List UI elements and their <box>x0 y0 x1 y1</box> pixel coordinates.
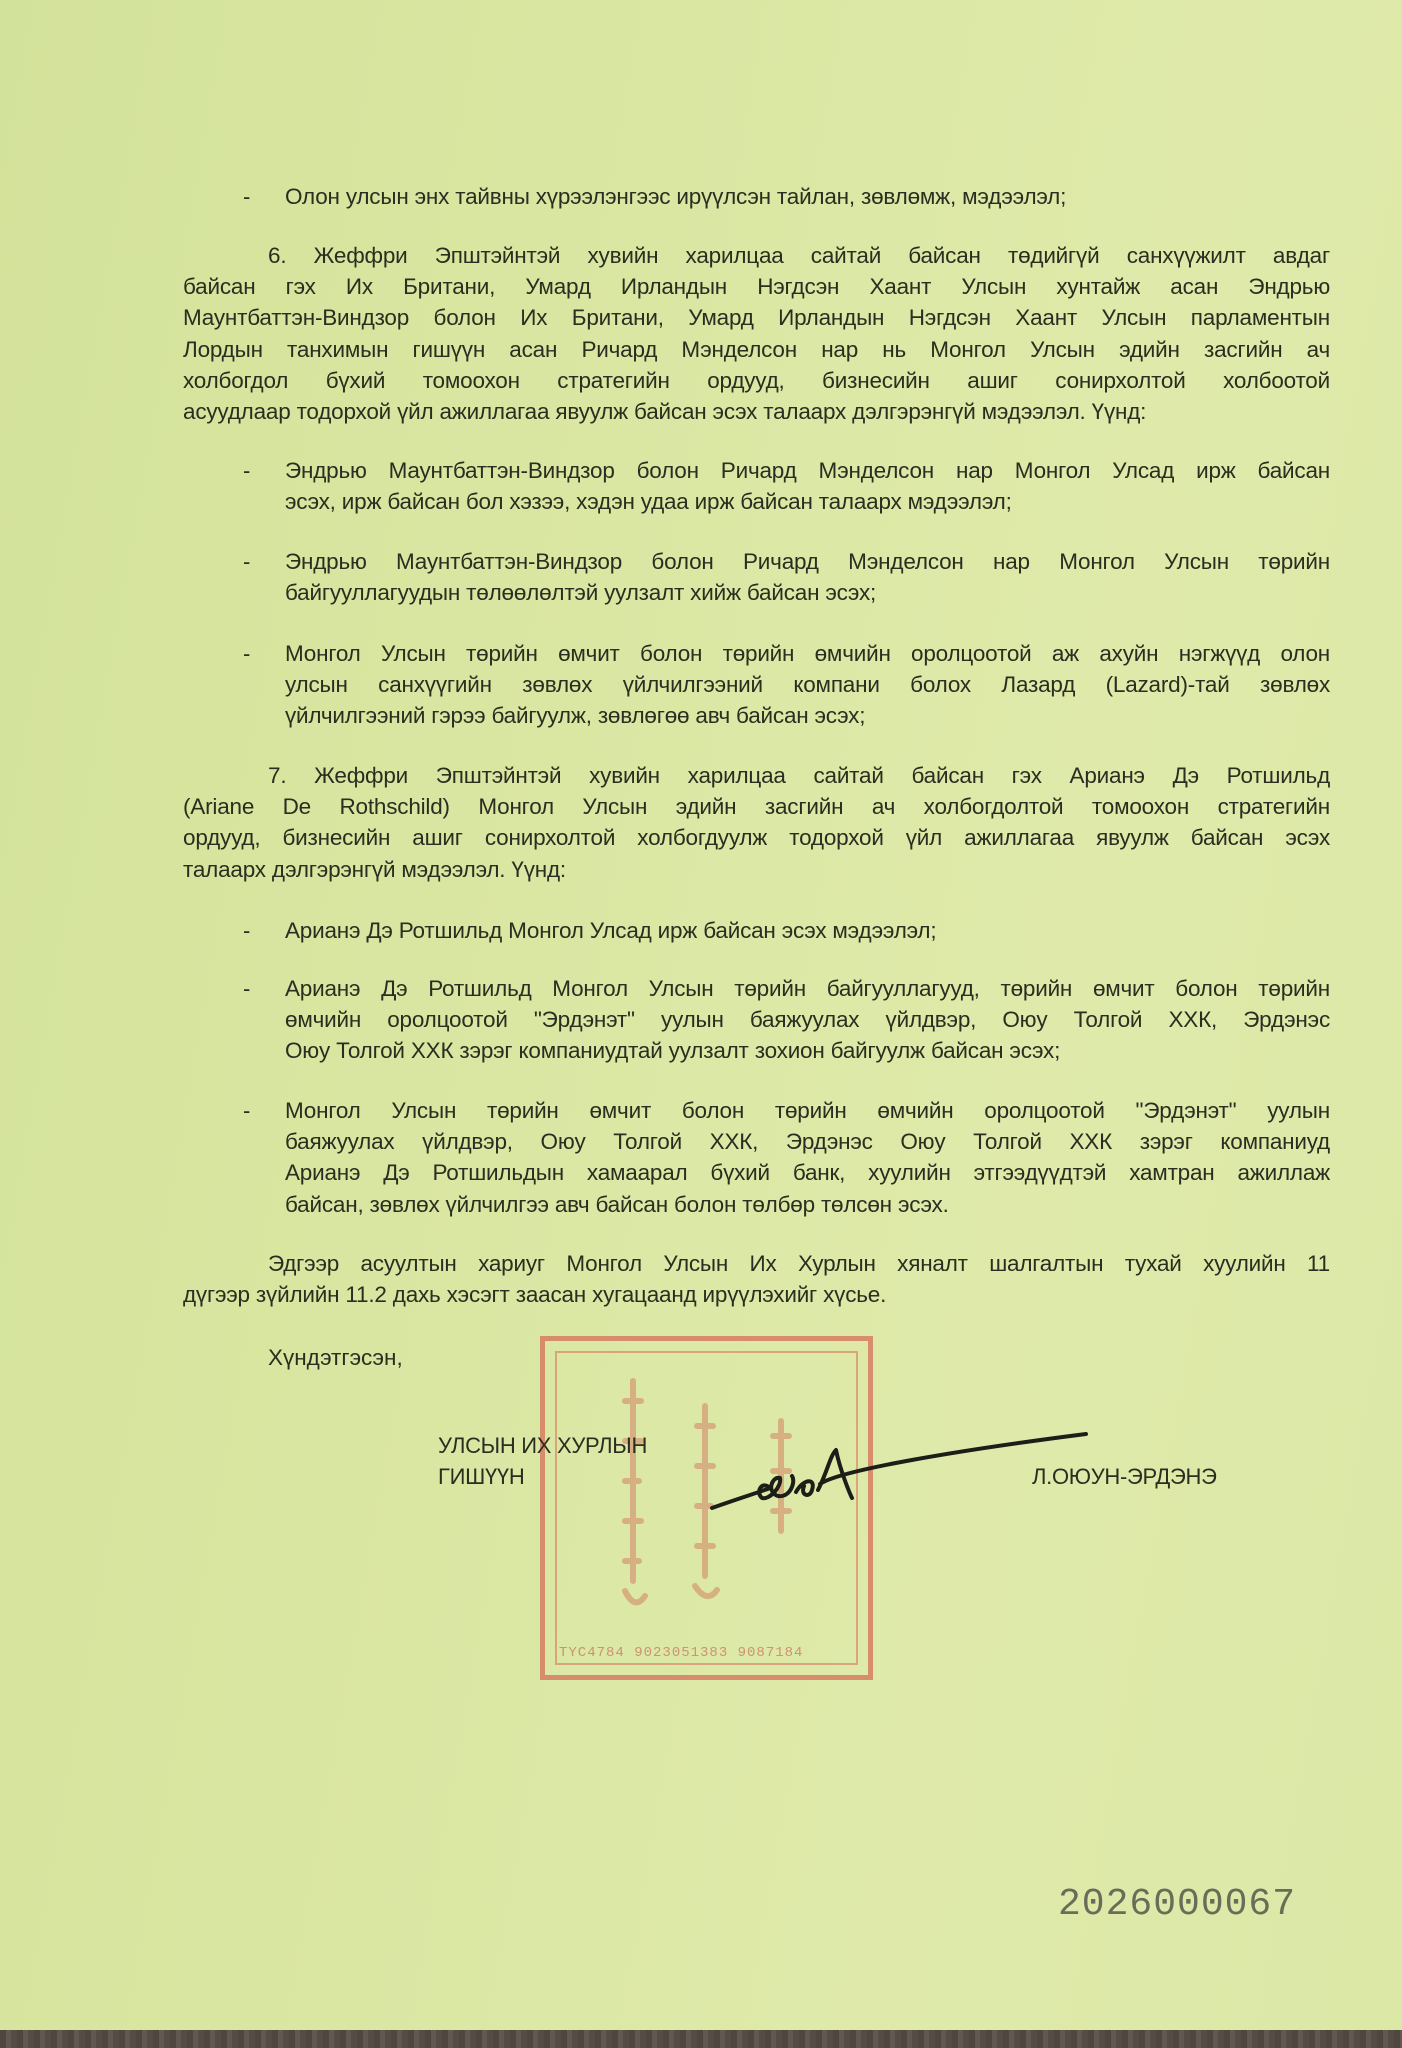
text-line: холбогдол бүхий томоохон стратегийн ордууд, бизнесийн ашиг сонирхолтой холбоотой <box>183 367 1330 393</box>
text-line: үйлчилгээний гэрээ байгуулж, зөвлөгөө авч байсан эсэх; <box>285 703 866 729</box>
text-line: Оюу Толгой ХХК зэрэг компаниудтай уулзалт зохион байгуулж байсан эсэх; <box>285 1038 1061 1064</box>
text-line: Эндрью Маунтбаттэн-Виндзор болон Ричард Мэнделсон нар Монгол Улсад ирж байсан <box>285 458 1330 483</box>
table-surface <box>0 2030 1402 2048</box>
text-line: Маунтбаттэн-Виндзор болон Их Британи, Умард Ирландын Нэгдсэн Хаант Улсын парламентын <box>183 305 1330 331</box>
stamp-code: ТҮС4784 9023051383 9087184 <box>559 1645 804 1661</box>
text-line: байсан гэх Их Британи, Умард Ирландын Нэгдсэн Хаант Улсын хунтайж асан Эндрью <box>183 274 1330 300</box>
bullet-dash: - <box>243 1098 251 1123</box>
signatory-name: Л.ОЮУН-ЭРДЭНЭ <box>1032 1464 1217 1489</box>
text-line: улсын санхүүгийн зөвлөх үйлчилгээний компани болох Лазард (Lazard)-тай зөвлөх <box>285 672 1330 698</box>
registration-serial-number: 2026000067 <box>1058 1883 1297 1926</box>
bullet-dash: - <box>243 549 251 574</box>
bullet-dash: - <box>243 976 251 1001</box>
bullet-dash: - <box>243 918 251 943</box>
text-line: эсэх, ирж байсан бол хэзээ, хэдэн удаа ирж байсан талаарх мэдээлэл; <box>285 489 1012 515</box>
text-line: Монгол Улсын төрийн өмчит болон төрийн өмчийн оролцоотой аж ахуйн нэгжүүд олон <box>285 641 1330 666</box>
text-line: Олон улсын энх тайвны хүрээлэнгээс ирүүлсэн тайлан, зөвлөмж, мэдээлэл; <box>285 184 1067 209</box>
text-line: Эдгээр асуултын хариуг Монгол Улсын Их Хурлын хяналт шалгалтын тухай хуулийн 11 <box>268 1251 1330 1276</box>
text-line: (Ariane De Rothschild) Монгол Улсын эдийн засгийн ач холбогдолтой томоохон стратегийн <box>183 794 1330 820</box>
text-line: баяжуулах үйлдвэр, Оюу Толгой ХХК, Эрдэнэс Оюу Толгой ХХК зэрэг компаниуд <box>285 1129 1330 1155</box>
text-line: талаарх дэлгэрэнгүй мэдээлэл. Үүнд: <box>183 856 566 882</box>
text-line: Арианэ Дэ Ротшильд Монгол Улсад ирж байсан эсэх мэдээлэл; <box>285 918 937 943</box>
bullet-dash: - <box>243 184 251 209</box>
handwritten-signature-icon <box>700 1420 1100 1520</box>
text-line: Эндрью Маунтбаттэн-Виндзор болон Ричард Мэнделсон нар Монгол Улсын төрийн <box>285 549 1330 574</box>
text-line: Арианэ Дэ Ротшильдын хамаарал бүхий банк, хуулийн этгээдүүдтэй хамтран ажиллаж <box>285 1160 1330 1186</box>
text-line: 6. Жеффри Эпштэйнтэй хувийн харилцаа сайтай байсан төдийгүй санхүүжилт авдаг <box>268 243 1330 268</box>
text-line: 7. Жеффри Эпштэйнтэй хувийн харилцаа сайтай байсан гэх Арианэ Дэ Ротшильд <box>268 763 1330 788</box>
signatory-title-line-1: УЛСЫН ИХ ХУРЛЫН <box>438 1433 648 1458</box>
text-line: байгууллагуудын төлөөлөлтэй уулзалт хийж байсан эсэх; <box>285 580 877 606</box>
bullet-dash: - <box>243 641 251 666</box>
text-line: Лордын танхимын гишүүн асан Ричард Мэнделсон нар нь Монгол Улсын эдийн засгийн ач <box>183 336 1330 362</box>
text-line: өмчийн оролцоотой "Эрдэнэт" уулын баяжуулах үйлдвэр, Оюу Толгой ХХК, Эрдэнэс <box>285 1007 1330 1033</box>
text-line: дүгээр зүйлийн 11.2 дахь хэсэгт заасан хугацаанд ирүүлэхийг хүсье. <box>183 1282 887 1308</box>
bullet-dash: - <box>243 458 251 483</box>
closing-salutation: Хүндэтгэсэн, <box>268 1345 403 1370</box>
text-line: Монгол Улсын төрийн өмчит болон төрийн өмчийн оролцоотой "Эрдэнэт" уулын <box>285 1098 1330 1123</box>
signatory-title-line-2: ГИШҮҮН <box>438 1464 525 1489</box>
text-line: ордууд, бизнесийн ашиг сонирхолтой холбогдуулж тодорхой үйл ажиллагаа явуулж байсан эсэх <box>183 825 1330 851</box>
text-line: байсан, зөвлөх үйлчилгээ авч байсан болон төлбөр төлсөн эсэх. <box>285 1191 949 1217</box>
text-line: асуудлаар тодорхой үйл ажиллагаа явуулж байсан эсэх талаарх дэлгэрэнгүй мэдээлэл. Үүнд: <box>183 399 1147 424</box>
text-line: Арианэ Дэ Ротшильд Монгол Улсын төрийн байгууллагууд, төрийн өмчит болон төрийн <box>285 976 1330 1001</box>
